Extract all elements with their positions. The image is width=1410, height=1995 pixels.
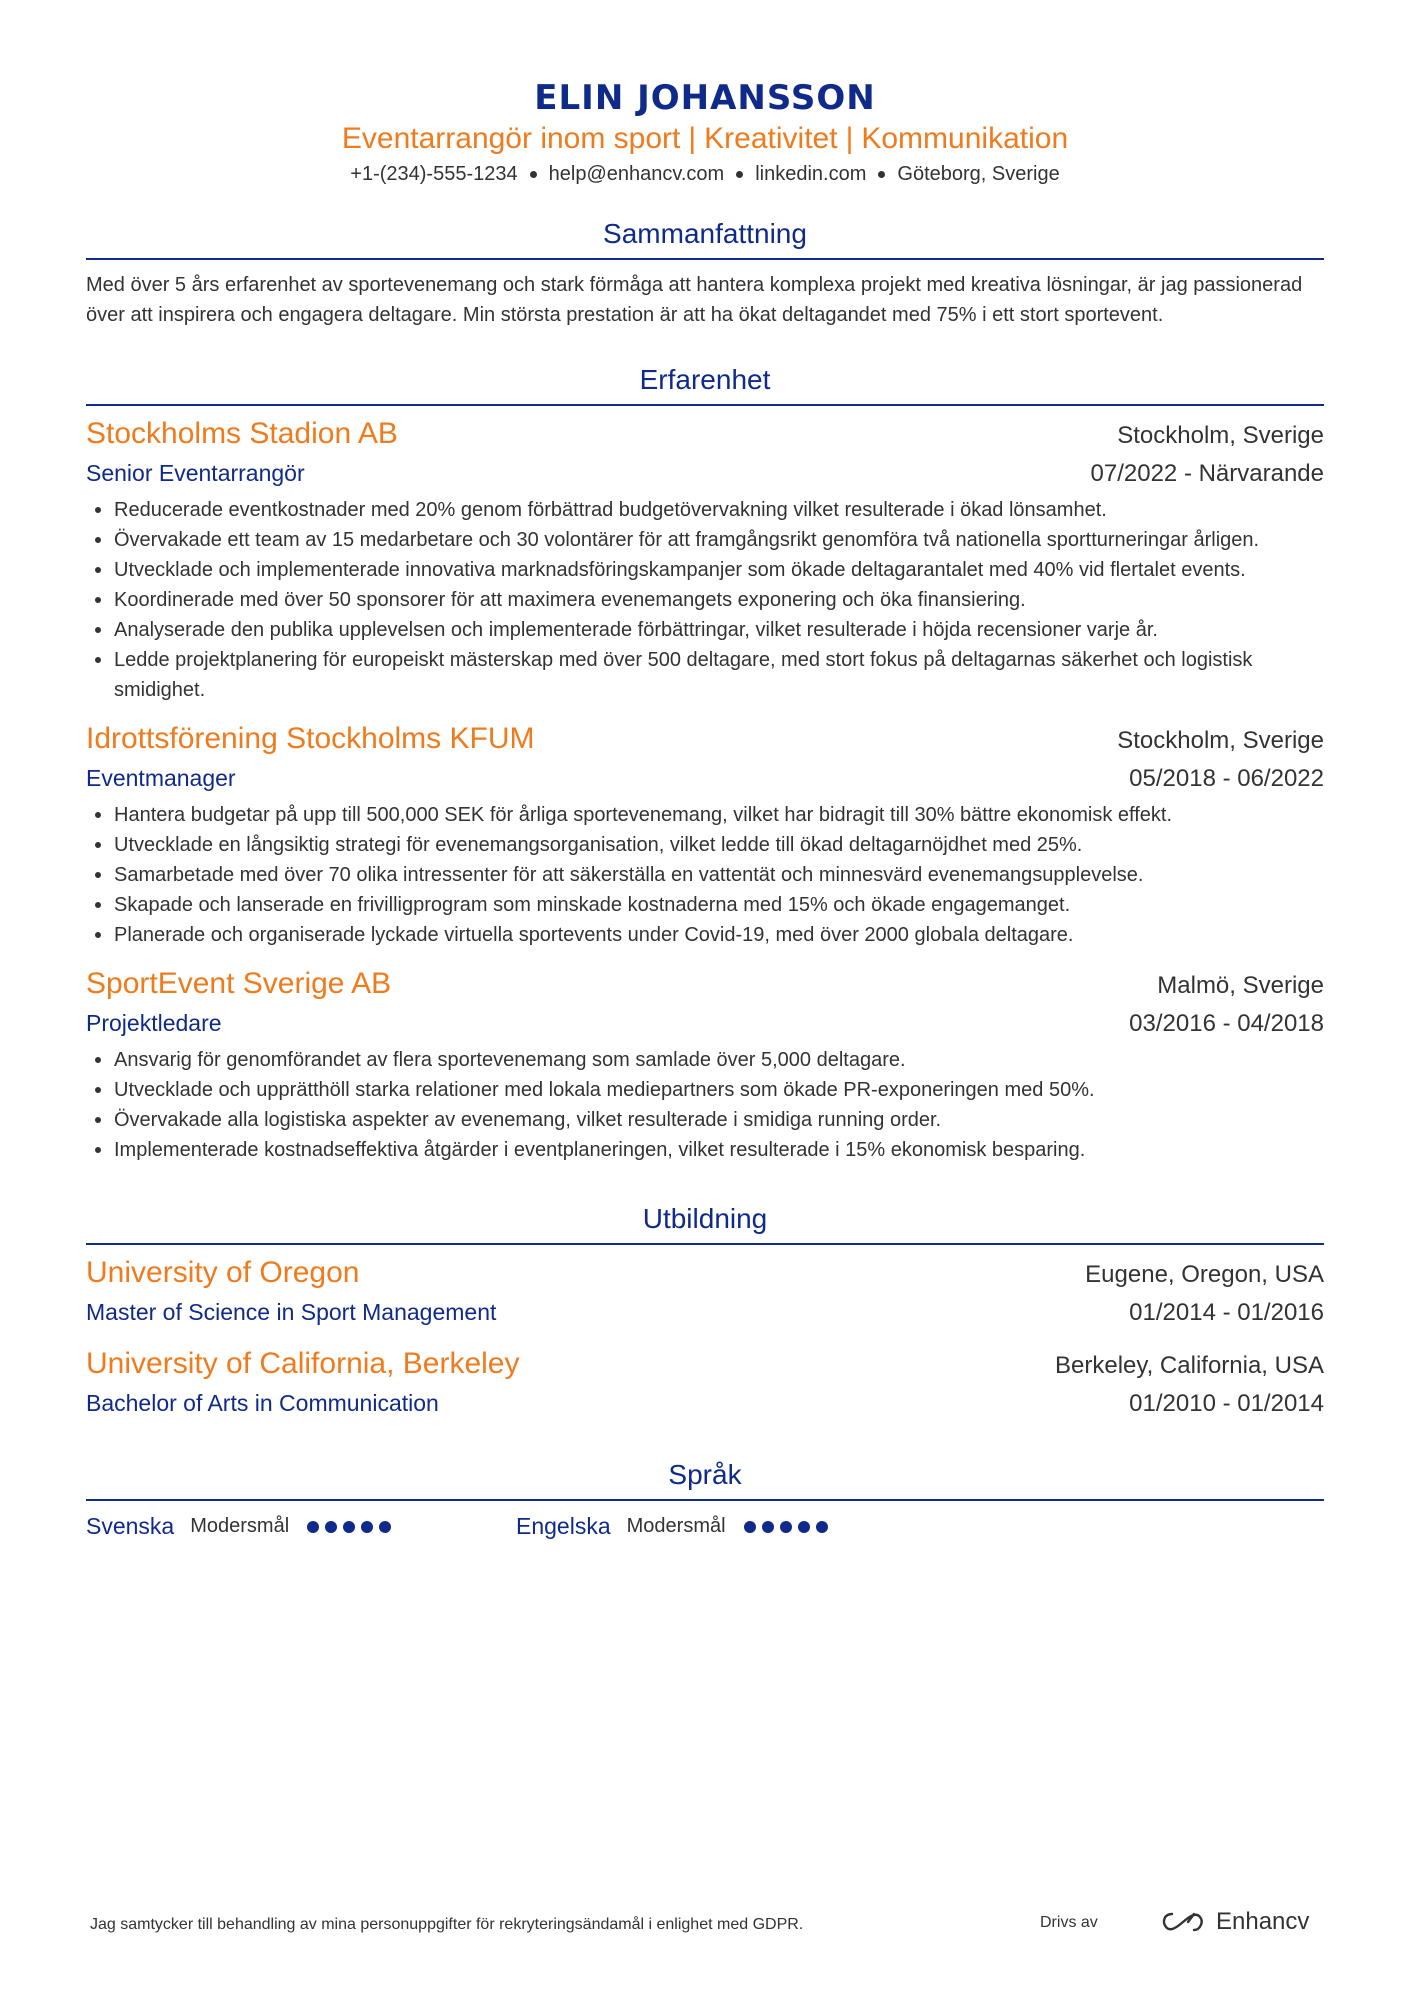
bullet-item: Övervakade ett team av 15 medarbetare och 30 volontärer för att framgångsrikt genomföra två nationella sportturneringar årligen. — [86, 525, 1324, 555]
powered-by-label: Drivs av — [1040, 1914, 1098, 1931]
language-item — [516, 1513, 946, 1540]
headline-separator: | — [845, 122, 854, 155]
linkedin-link[interactable]: linkedin.com — [755, 163, 867, 185]
rating-dot — [816, 1521, 828, 1533]
education-section — [86, 1201, 1324, 1421]
headline — [86, 120, 1324, 158]
job-bullets — [86, 1045, 1324, 1165]
education-entry — [86, 1344, 1324, 1421]
bullet-item: Övervakade alla logistiska aspekter av evenemang, vilket resulterade i smidiga running order. — [86, 1105, 1324, 1135]
summary-section — [86, 216, 1324, 330]
location: Göteborg, Sverige — [897, 163, 1060, 185]
job-entry — [86, 964, 1324, 1165]
languages-section — [86, 1457, 1324, 1540]
company-name: SportEvent Sverige AB — [86, 967, 392, 1000]
job-dates: 03/2016 - 04/2018 — [1129, 1010, 1324, 1037]
rating-dot — [744, 1521, 756, 1533]
education-dates: 01/2014 - 01/2016 — [1129, 1299, 1324, 1326]
bullet-item: Ansvarig för genomförandet av flera sportevenemang som samlade över 5,000 deltagare. — [86, 1045, 1324, 1075]
section-title-education: Utbildning — [86, 1201, 1324, 1245]
language-level: Modersmål — [190, 1515, 290, 1537]
bullet-item: Samarbetade med över 70 olika intressenter för att säkerställa en vattentät och minnesvärd evenemangsupplevelse. — [86, 860, 1324, 890]
bullet-item: Koordinerade med över 50 sponsorer för att maximera evenemangets exponering och öka finansiering. — [86, 585, 1324, 615]
degree: Master of Science in Sport Management — [86, 1299, 497, 1325]
bullet-dot — [878, 171, 885, 178]
section-title-experience: Erfarenhet — [86, 362, 1324, 406]
rating-dot — [325, 1521, 337, 1533]
job-entry — [86, 719, 1324, 950]
bullet-item: Hantera budgetar på upp till 500,000 SEK för årliga sportevenemang, vilket har bidragit till 30% bättre ekonomisk effekt. — [86, 800, 1324, 830]
school-location: Berkeley, California, USA — [1055, 1352, 1324, 1379]
bullet-item: Planerade och organiserade lyckade virtuella sportevents under Covid-19, med över 2000 globala deltagare. — [86, 920, 1324, 950]
languages-list — [86, 1513, 1324, 1540]
education-dates: 01/2010 - 01/2014 — [1129, 1390, 1324, 1417]
headline-item: Eventarrangör inom sport — [341, 122, 681, 155]
language-level: Modersmål — [626, 1515, 726, 1537]
rating-dot — [379, 1521, 391, 1533]
rating-dot — [798, 1521, 810, 1533]
bullet-item: Skapade och lanserade en frivilligprogram som minskade kostnaderna med 15% och ökade engagemanget. — [86, 890, 1324, 920]
language-name: Engelska — [516, 1513, 611, 1539]
language-rating — [307, 1521, 391, 1533]
rating-dot — [762, 1521, 774, 1533]
bullet-item: Implementerade kostnadseffektiva åtgärder i eventplaneringen, vilket resulterade i 15% ekonomisk besparing. — [86, 1135, 1324, 1165]
job-entry — [86, 414, 1324, 705]
section-title-languages: Språk — [86, 1457, 1324, 1501]
rating-dot — [780, 1521, 792, 1533]
job-location: Stockholm, Sverige — [1117, 727, 1324, 754]
experience-section — [86, 362, 1324, 1165]
gdpr-consent: Jag samtycker till behandling av mina personuppgifter för rekryteringsändamål i enlighet med GDPR. — [90, 1916, 804, 1933]
bullet-dot — [530, 171, 537, 178]
footer — [90, 1908, 1320, 1944]
rating-dot — [343, 1521, 355, 1533]
job-location: Stockholm, Sverige — [1117, 422, 1324, 449]
bullet-item: Analyserade den publika upplevelsen och implementerade förbättringar, vilket resulterade i höjda recensioner varje år. — [86, 615, 1324, 645]
contact-info — [86, 160, 1324, 188]
headline-item: Kommunikation — [861, 122, 1069, 155]
job-role: Senior Eventarrangör — [86, 460, 305, 486]
school-name: University of California, Berkeley — [86, 1347, 520, 1380]
company-name: Idrottsförening Stockholms KFUM — [86, 722, 535, 755]
resume-header — [86, 78, 1324, 188]
bullet-item: Reducerade eventkostnader med 20% genom förbättrad budgetövervakning vilket resulterade i ökad lönsamhet. — [86, 495, 1324, 525]
bullet-dot — [736, 171, 743, 178]
headline-separator: | — [688, 122, 697, 155]
section-title-summary: Sammanfattning — [86, 216, 1324, 260]
bullet-item: Ledde projektplanering för europeiskt mästerskap med över 500 deltagare, med stort fokus på deltagarnas säkerhet och logistisk smidighet. — [86, 645, 1324, 705]
school-name: University of Oregon — [86, 1256, 360, 1289]
language-rating — [744, 1521, 828, 1533]
job-role: Projektledare — [86, 1010, 222, 1036]
degree: Bachelor of Arts in Communication — [86, 1390, 439, 1416]
job-location: Malmö, Sverige — [1157, 972, 1324, 999]
brand-name: Enhancv — [1216, 1908, 1310, 1935]
rating-dot — [361, 1521, 373, 1533]
headline-item: Kreativitet — [704, 122, 838, 155]
education-entry — [86, 1253, 1324, 1330]
candidate-name: ELIN JOHANSSON — [534, 78, 876, 118]
email[interactable]: help@enhancv.com — [548, 163, 725, 185]
language-name: Svenska — [86, 1513, 175, 1539]
enhancv-logo-icon — [1160, 1910, 1206, 1934]
job-bullets — [86, 800, 1324, 950]
school-location: Eugene, Oregon, USA — [1085, 1261, 1324, 1288]
job-dates: 05/2018 - 06/2022 — [1129, 765, 1324, 792]
resume-page — [86, 78, 1324, 1540]
bullet-item: Utvecklade och implementerade innovativa marknadsföringskampanjer som ökade deltagarantalet med 40% vid flertalet events. — [86, 555, 1324, 585]
summary-text: Med över 5 års erfarenhet av sportevenemang och stark förmåga att hantera komplexa projekt med kreativa lösningar, är jag passionerad över att inspirera och engagera deltagare. Min största prestation är att ha ökat deltagandet med 75% i ett stort sportevent. — [86, 274, 1303, 326]
bullet-item: Utvecklade och upprätthöll starka relationer med lokala mediepartners som ökade PR-exponeringen med 50%. — [86, 1075, 1324, 1105]
job-dates: 07/2022 - Närvarande — [1090, 460, 1324, 487]
enhancv-brand[interactable] — [1160, 1908, 1309, 1936]
language-item — [86, 1513, 516, 1540]
company-name: Stockholms Stadion AB — [86, 417, 398, 450]
rating-dot — [307, 1521, 319, 1533]
job-bullets — [86, 495, 1324, 705]
phone[interactable]: +1-(234)-555-1234 — [350, 163, 518, 185]
bullet-item: Utvecklade en långsiktig strategi för evenemangsorganisation, vilket ledde till ökad deltagarnöjdhet med 25%. — [86, 830, 1324, 860]
job-role: Eventmanager — [86, 765, 236, 791]
